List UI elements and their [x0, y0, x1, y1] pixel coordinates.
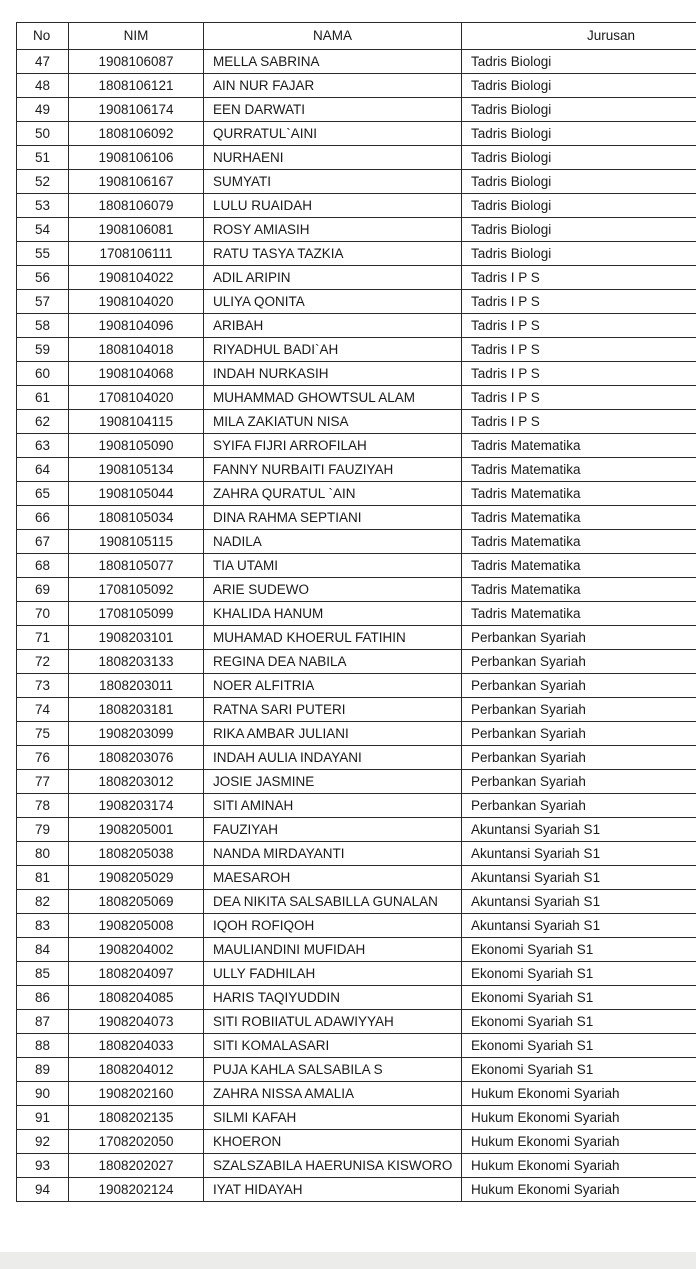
row-no: 59: [17, 338, 69, 362]
row-no: 75: [17, 722, 69, 746]
row-nim: 1808105077: [69, 554, 204, 578]
row-no: 87: [17, 1010, 69, 1034]
row-nim: 1708104020: [69, 386, 204, 410]
table-row: [17, 410, 696, 434]
row-nama: INDAH NURKASIH: [204, 362, 462, 386]
row-jurusan: Hukum Ekonomi Syariah: [462, 1178, 696, 1202]
row-jurusan: Perbankan Syariah: [462, 698, 696, 722]
student-table: [16, 22, 696, 1202]
table-row: [17, 938, 696, 962]
row-jurusan: Ekonomi Syariah S1: [462, 1034, 696, 1058]
table-row: [17, 122, 696, 146]
table-row: [17, 290, 696, 314]
row-no: 74: [17, 698, 69, 722]
row-jurusan: Perbankan Syariah: [462, 674, 696, 698]
row-jurusan: Tadris I P S: [462, 314, 696, 338]
row-jurusan: Tadris Matematika: [462, 506, 696, 530]
row-nama: NURHAENI: [204, 146, 462, 170]
row-jurusan: Ekonomi Syariah S1: [462, 1010, 696, 1034]
row-nim: 1908105044: [69, 482, 204, 506]
table-row: [17, 506, 696, 530]
table-row: [17, 554, 696, 578]
row-nama: JOSIE JASMINE: [204, 770, 462, 794]
row-nim: 1908106106: [69, 146, 204, 170]
header-row: [17, 23, 696, 50]
table-row: [17, 674, 696, 698]
row-no: 51: [17, 146, 69, 170]
row-jurusan: Tadris Matematika: [462, 434, 696, 458]
row-no: 85: [17, 962, 69, 986]
table-row: [17, 1034, 696, 1058]
row-jurusan: Tadris Biologi: [462, 218, 696, 242]
row-nim: 1908104096: [69, 314, 204, 338]
row-no: 70: [17, 602, 69, 626]
row-jurusan: Tadris Matematika: [462, 578, 696, 602]
row-nama: QURRATUL`AINI: [204, 122, 462, 146]
row-no: 48: [17, 74, 69, 98]
row-jurusan: Akuntansi Syariah S1: [462, 914, 696, 938]
row-jurusan: Tadris Biologi: [462, 194, 696, 218]
row-nim: 1908106167: [69, 170, 204, 194]
row-jurusan: Tadris Biologi: [462, 122, 696, 146]
row-no: 93: [17, 1154, 69, 1178]
row-nim: 1908204002: [69, 938, 204, 962]
row-nim: 1808106079: [69, 194, 204, 218]
row-nim: 1908203174: [69, 794, 204, 818]
row-nim: 1908203101: [69, 626, 204, 650]
row-jurusan: Perbankan Syariah: [462, 722, 696, 746]
row-nim: 1808205038: [69, 842, 204, 866]
table-row: [17, 1106, 696, 1130]
row-nim: 1908205001: [69, 818, 204, 842]
row-nama: MAESAROH: [204, 866, 462, 890]
table-row: [17, 794, 696, 818]
row-no: 60: [17, 362, 69, 386]
row-nama: IYAT HIDAYAH: [204, 1178, 462, 1202]
row-no: 88: [17, 1034, 69, 1058]
row-nama: TIA UTAMI: [204, 554, 462, 578]
row-nama: ARIE SUDEWO: [204, 578, 462, 602]
row-nim: 1908104020: [69, 290, 204, 314]
row-no: 49: [17, 98, 69, 122]
row-jurusan: Tadris Matematika: [462, 458, 696, 482]
row-jurusan: Perbankan Syariah: [462, 794, 696, 818]
table-row: [17, 890, 696, 914]
table-row: [17, 170, 696, 194]
row-no: 64: [17, 458, 69, 482]
table-row: [17, 194, 696, 218]
table-row: [17, 338, 696, 362]
row-nama: ARIBAH: [204, 314, 462, 338]
table-row: [17, 1154, 696, 1178]
table-row: [17, 650, 696, 674]
row-nim: 1908104115: [69, 410, 204, 434]
table-row: [17, 962, 696, 986]
row-no: 66: [17, 506, 69, 530]
row-nim: 1908204073: [69, 1010, 204, 1034]
row-jurusan: Tadris I P S: [462, 386, 696, 410]
row-jurusan: Ekonomi Syariah S1: [462, 1058, 696, 1082]
row-jurusan: Perbankan Syariah: [462, 746, 696, 770]
table-row: [17, 722, 696, 746]
row-nama: RIYADHUL BADI`AH: [204, 338, 462, 362]
table-row: [17, 50, 696, 74]
row-no: 71: [17, 626, 69, 650]
row-nama: ULIYA QONITA: [204, 290, 462, 314]
row-jurusan: Tadris I P S: [462, 338, 696, 362]
row-nama: EEN DARWATI: [204, 98, 462, 122]
row-nama: SITI ROBIIATUL ADAWIYYAH: [204, 1010, 462, 1034]
row-nama: KHOERON: [204, 1130, 462, 1154]
row-jurusan: Tadris Biologi: [462, 170, 696, 194]
row-nama: ZAHRA QURATUL `AIN: [204, 482, 462, 506]
row-nim: 1908104068: [69, 362, 204, 386]
row-jurusan: Tadris I P S: [462, 410, 696, 434]
row-jurusan: Tadris Biologi: [462, 98, 696, 122]
row-no: 86: [17, 986, 69, 1010]
row-no: 94: [17, 1178, 69, 1202]
row-jurusan: Ekonomi Syariah S1: [462, 938, 696, 962]
row-jurusan: Tadris Matematika: [462, 530, 696, 554]
row-no: 78: [17, 794, 69, 818]
table-row: [17, 386, 696, 410]
row-nama: MUHAMMAD GHOWTSUL ALAM: [204, 386, 462, 410]
table-row: [17, 74, 696, 98]
row-nama: FAUZIYAH: [204, 818, 462, 842]
row-no: 58: [17, 314, 69, 338]
table-row: [17, 818, 696, 842]
row-nim: 1808203011: [69, 674, 204, 698]
row-nim: 1908104022: [69, 266, 204, 290]
row-jurusan: Tadris Biologi: [462, 74, 696, 98]
row-nim: 1808105034: [69, 506, 204, 530]
row-nim: 1808202027: [69, 1154, 204, 1178]
row-nama: SZALSZABILA HAERUNISA KISWORO: [204, 1154, 462, 1178]
row-jurusan: Hukum Ekonomi Syariah: [462, 1154, 696, 1178]
row-nama: ROSY AMIASIH: [204, 218, 462, 242]
row-jurusan: Perbankan Syariah: [462, 626, 696, 650]
row-jurusan: Akuntansi Syariah S1: [462, 842, 696, 866]
row-no: 54: [17, 218, 69, 242]
row-no: 57: [17, 290, 69, 314]
row-jurusan: Tadris I P S: [462, 266, 696, 290]
row-jurusan: Akuntansi Syariah S1: [462, 818, 696, 842]
row-nim: 1808106121: [69, 74, 204, 98]
row-nim: 1808204033: [69, 1034, 204, 1058]
row-no: 82: [17, 890, 69, 914]
row-no: 83: [17, 914, 69, 938]
row-nama: NANDA MIRDAYANTI: [204, 842, 462, 866]
row-nama: ADIL ARIPIN: [204, 266, 462, 290]
table-row: [17, 866, 696, 890]
row-nim: 1708105092: [69, 578, 204, 602]
row-nim: 1908106081: [69, 218, 204, 242]
table-row: [17, 434, 696, 458]
row-no: 77: [17, 770, 69, 794]
row-nim: 1908205029: [69, 866, 204, 890]
row-no: 67: [17, 530, 69, 554]
table-row: [17, 314, 696, 338]
row-nim: 1808202135: [69, 1106, 204, 1130]
table-row: [17, 1082, 696, 1106]
row-jurusan: Tadris Biologi: [462, 146, 696, 170]
row-nim: 1908105134: [69, 458, 204, 482]
bottom-margin: [0, 1252, 696, 1269]
row-nama: AIN NUR FAJAR: [204, 74, 462, 98]
row-jurusan: Perbankan Syariah: [462, 770, 696, 794]
row-jurusan: Tadris Matematika: [462, 482, 696, 506]
row-nim: 1908106087: [69, 50, 204, 74]
table-row: [17, 1058, 696, 1082]
table-row: [17, 146, 696, 170]
row-no: 47: [17, 50, 69, 74]
row-nim: 1808204012: [69, 1058, 204, 1082]
row-no: 76: [17, 746, 69, 770]
table-row: [17, 98, 696, 122]
row-nim: 1808203181: [69, 698, 204, 722]
table-row: [17, 626, 696, 650]
row-no: 80: [17, 842, 69, 866]
table-row: [17, 770, 696, 794]
row-nama: MELLA SABRINA: [204, 50, 462, 74]
table-header: [17, 23, 696, 50]
row-jurusan: Akuntansi Syariah S1: [462, 866, 696, 890]
row-nama: HARIS TAQIYUDDIN: [204, 986, 462, 1010]
row-jurusan: Tadris Matematika: [462, 602, 696, 626]
row-no: 84: [17, 938, 69, 962]
table-row: [17, 1178, 696, 1202]
row-nama: MILA ZAKIATUN NISA: [204, 410, 462, 434]
row-nama: LULU RUAIDAH: [204, 194, 462, 218]
header-nim: NIM: [69, 23, 204, 50]
row-nama: MUHAMAD KHOERUL FATIHIN: [204, 626, 462, 650]
row-jurusan: Tadris I P S: [462, 290, 696, 314]
table-row: [17, 530, 696, 554]
table-row: [17, 842, 696, 866]
row-nim: 1808205069: [69, 890, 204, 914]
row-nim: 1808106092: [69, 122, 204, 146]
row-nama: SILMI KAFAH: [204, 1106, 462, 1130]
row-no: 69: [17, 578, 69, 602]
header-jurusan: Jurusan: [462, 23, 696, 50]
row-no: 50: [17, 122, 69, 146]
row-nama: RIKA AMBAR JULIANI: [204, 722, 462, 746]
row-nama: DINA RAHMA SEPTIANI: [204, 506, 462, 530]
row-nama: KHALIDA HANUM: [204, 602, 462, 626]
row-nim: 1708105099: [69, 602, 204, 626]
row-nim: 1808104018: [69, 338, 204, 362]
row-nama: IQOH ROFIQOH: [204, 914, 462, 938]
table-row: [17, 482, 696, 506]
table-row: [17, 266, 696, 290]
table-row: [17, 362, 696, 386]
table-body: [17, 50, 696, 1202]
row-nama: NADILA: [204, 530, 462, 554]
row-no: 81: [17, 866, 69, 890]
table-row: [17, 218, 696, 242]
row-jurusan: Tadris Biologi: [462, 242, 696, 266]
row-nama: DEA NIKITA SALSABILLA GUNALAN: [204, 890, 462, 914]
row-no: 56: [17, 266, 69, 290]
row-nama: MAULIANDINI MUFIDAH: [204, 938, 462, 962]
row-nama: SUMYATI: [204, 170, 462, 194]
row-no: 72: [17, 650, 69, 674]
row-nama: INDAH AULIA INDAYANI: [204, 746, 462, 770]
table-row: [17, 986, 696, 1010]
row-nama: REGINA DEA NABILA: [204, 650, 462, 674]
table-row: [17, 602, 696, 626]
row-nim: 1908202124: [69, 1178, 204, 1202]
row-nim: 1908105090: [69, 434, 204, 458]
row-nim: 1808203012: [69, 770, 204, 794]
row-no: 90: [17, 1082, 69, 1106]
row-nim: 1708106111: [69, 242, 204, 266]
table-row: [17, 458, 696, 482]
row-nama: ZAHRA NISSA AMALIA: [204, 1082, 462, 1106]
row-nim: 1908106174: [69, 98, 204, 122]
row-jurusan: Hukum Ekonomi Syariah: [462, 1106, 696, 1130]
row-no: 53: [17, 194, 69, 218]
row-nim: 1908205008: [69, 914, 204, 938]
row-nama: SITI AMINAH: [204, 794, 462, 818]
row-nim: 1808204097: [69, 962, 204, 986]
row-nim: 1808203133: [69, 650, 204, 674]
table-row: [17, 914, 696, 938]
table-row: [17, 578, 696, 602]
row-no: 68: [17, 554, 69, 578]
row-no: 91: [17, 1106, 69, 1130]
row-nim: 1808203076: [69, 746, 204, 770]
row-nama: ULLY FADHILAH: [204, 962, 462, 986]
row-jurusan: Ekonomi Syariah S1: [462, 986, 696, 1010]
table-row: [17, 746, 696, 770]
row-nim: 1908202160: [69, 1082, 204, 1106]
header-no: No: [17, 23, 69, 50]
row-no: 55: [17, 242, 69, 266]
table-row: [17, 1010, 696, 1034]
table-row: [17, 242, 696, 266]
row-jurusan: Tadris I P S: [462, 362, 696, 386]
row-no: 65: [17, 482, 69, 506]
row-no: 62: [17, 410, 69, 434]
row-no: 79: [17, 818, 69, 842]
row-jurusan: Akuntansi Syariah S1: [462, 890, 696, 914]
row-jurusan: Tadris Biologi: [462, 50, 696, 74]
row-jurusan: Ekonomi Syariah S1: [462, 962, 696, 986]
row-nim: 1908105115: [69, 530, 204, 554]
row-jurusan: Hukum Ekonomi Syariah: [462, 1082, 696, 1106]
row-no: 61: [17, 386, 69, 410]
row-nama: SITI KOMALASARI: [204, 1034, 462, 1058]
row-nama: FANNY NURBAITI FAUZIYAH: [204, 458, 462, 482]
row-nama: RATNA SARI PUTERI: [204, 698, 462, 722]
row-nama: RATU TASYA TAZKIA: [204, 242, 462, 266]
row-no: 63: [17, 434, 69, 458]
row-jurusan: Perbankan Syariah: [462, 650, 696, 674]
row-jurusan: Hukum Ekonomi Syariah: [462, 1130, 696, 1154]
table-row: [17, 1130, 696, 1154]
row-nama: SYIFA FIJRI ARROFILAH: [204, 434, 462, 458]
row-nama: PUJA KAHLA SALSABILA S: [204, 1058, 462, 1082]
row-no: 52: [17, 170, 69, 194]
row-no: 89: [17, 1058, 69, 1082]
header-nama: NAMA: [204, 23, 462, 50]
row-jurusan: Tadris Matematika: [462, 554, 696, 578]
row-nim: 1708202050: [69, 1130, 204, 1154]
row-nama: NOER ALFITRIA: [204, 674, 462, 698]
row-no: 92: [17, 1130, 69, 1154]
row-nim: 1808204085: [69, 986, 204, 1010]
row-no: 73: [17, 674, 69, 698]
row-nim: 1908203099: [69, 722, 204, 746]
table-row: [17, 698, 696, 722]
